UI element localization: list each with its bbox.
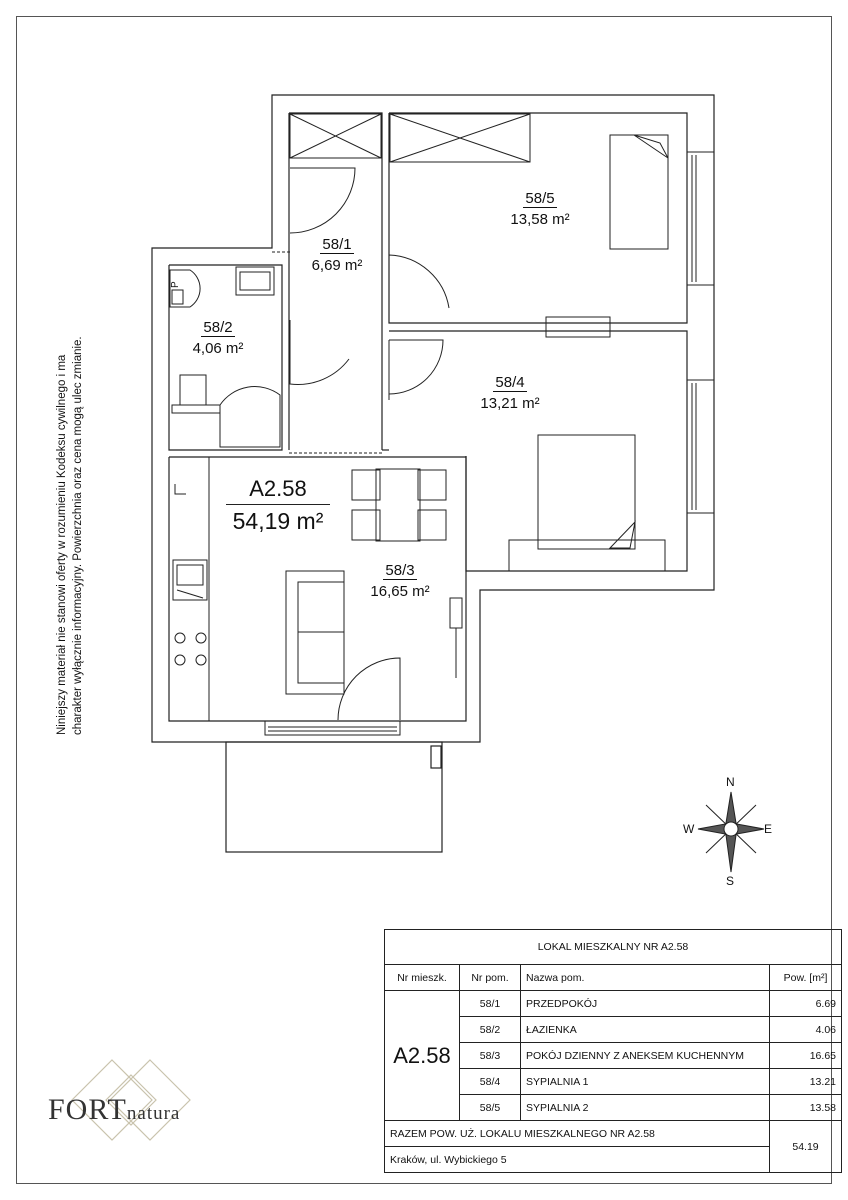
sofa <box>286 571 344 694</box>
row-room-name: SYPIALNIA 1 <box>521 1069 770 1095</box>
apartment-number: A2.58 <box>249 476 307 501</box>
room-label-58-2 <box>183 319 253 357</box>
logo-word-natura: natura <box>126 1103 181 1124</box>
room-area: 16,65 m² <box>370 583 430 600</box>
compass-north: N <box>726 775 735 789</box>
legend-apartment: A2.58 <box>385 991 460 1121</box>
apartment-area: 54,19 m² <box>232 508 324 534</box>
row-room-no: 58/2 <box>460 1017 521 1043</box>
row-room-area: 6.69 <box>770 991 842 1017</box>
balcony <box>226 742 442 852</box>
room-area: 13,58 m² <box>510 211 570 228</box>
row-room-name: PRZEDPOKÓJ <box>521 991 770 1017</box>
room-number: 58/5 <box>525 190 555 207</box>
compass-south: S <box>726 874 735 888</box>
room-area: 6,69 m² <box>311 257 363 274</box>
tv-stand <box>450 598 462 678</box>
total-area: 54.19 <box>770 1121 842 1173</box>
header-name: Nazwa pom. <box>521 965 770 991</box>
bathroom-fixtures <box>170 267 280 447</box>
disclaimer-text: Niniejszy materiał nie stanowi oferty w rozumieniu Kodeksu cywilnego i ma charakter wyłącznie informacyjny. Powierzchnia oraz cena mogą ulec zmianie. <box>56 336 84 735</box>
room-area: 4,06 m² <box>192 340 244 357</box>
address: Kraków, ul. Wybickiego 5 <box>385 1147 770 1173</box>
bed-room4 <box>509 435 665 571</box>
kitchen-units <box>173 457 209 721</box>
door-between-bedrooms <box>546 317 610 337</box>
row-room-no: 58/4 <box>460 1069 521 1095</box>
room-number: 58/4 <box>495 374 525 391</box>
room-label-58-4 <box>470 374 550 412</box>
row-room-name: POKÓJ DZIENNY Z ANEKSEM KUCHENNYM <box>521 1043 770 1069</box>
total-label: RAZEM POW. UŻ. LOKALU MIESZKALNEGO NR A2.58 <box>385 1121 770 1147</box>
row-room-area: 16.65 <box>770 1043 842 1069</box>
window-bed4 <box>687 380 714 513</box>
room-label-58-3 <box>360 562 440 600</box>
inner-wall-bath <box>169 265 282 450</box>
bathroom-mark: P <box>170 281 181 288</box>
row-room-area: 13.21 <box>770 1069 842 1095</box>
logo-word-fort: FORT <box>48 1093 127 1126</box>
room-area: 13,21 m² <box>480 395 540 412</box>
header-room: Nr pom. <box>460 965 521 991</box>
row-room-area: 13.58 <box>770 1095 842 1121</box>
room-number: 58/2 <box>203 319 233 336</box>
row-room-no: 58/3 <box>460 1043 521 1069</box>
bed-room5 <box>610 135 668 249</box>
room-legend-table <box>384 929 842 1173</box>
room-number: 58/3 <box>385 562 415 579</box>
window-bed5 <box>687 152 714 285</box>
table-row <box>385 991 842 1017</box>
row-room-no: 58/1 <box>460 991 521 1017</box>
row-room-no: 58/5 <box>460 1095 521 1121</box>
room-number: 58/1 <box>322 236 352 253</box>
apartment-label <box>218 476 338 535</box>
header-area: Pow. [m²] <box>770 965 842 991</box>
logo-text <box>48 1093 180 1127</box>
compass-west: W <box>683 822 695 836</box>
wardrobes <box>290 114 530 162</box>
window-living <box>265 721 400 735</box>
row-room-name: SYPIALNIA 2 <box>521 1095 770 1121</box>
outer-wall <box>152 95 714 742</box>
header-apt: Nr mieszk. <box>385 965 460 991</box>
row-room-name: ŁAZIENKA <box>521 1017 770 1043</box>
row-room-area: 4.06 <box>770 1017 842 1043</box>
dining-table <box>352 469 446 541</box>
inner-wall-hall <box>289 113 382 450</box>
compass-rose <box>698 792 764 872</box>
compass-east: E <box>764 822 773 836</box>
legend-title: LOKAL MIESZKALNY NR A2.58 <box>385 930 842 965</box>
room-label-58-1 <box>302 236 372 274</box>
room-label-58-5 <box>500 190 580 228</box>
